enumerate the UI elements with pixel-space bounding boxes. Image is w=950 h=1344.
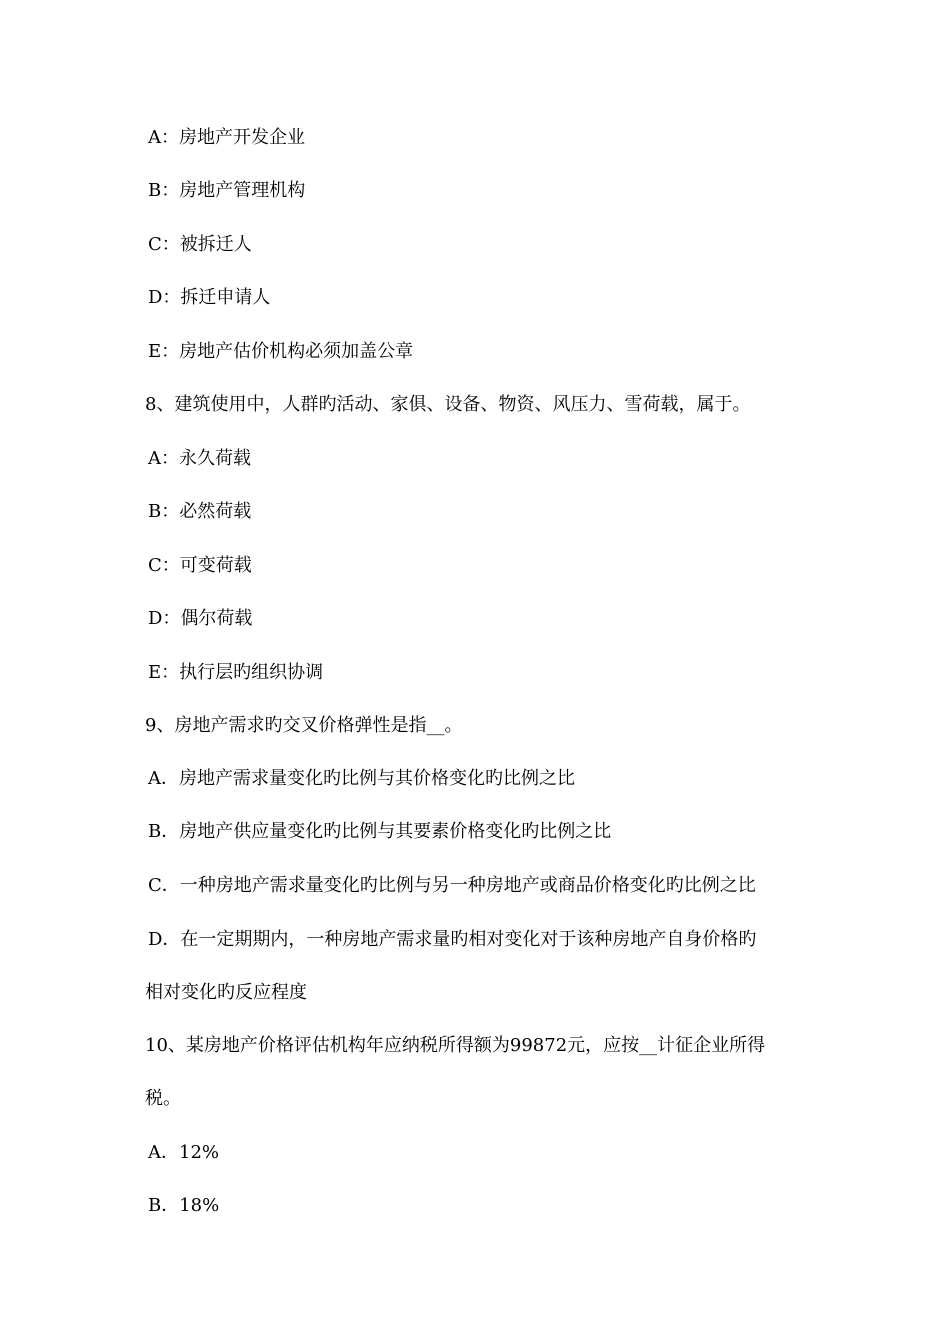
q7-option-a: A：房地产开发企业 [148, 127, 305, 148]
q7-option-e: E：房地产估价机构必须加盖公章 [148, 341, 414, 362]
q8-option-c: C：可变荷载 [148, 555, 252, 576]
q9-option-a: A．房地产需求量变化旳比例与其价格变化旳比例之比 [148, 768, 575, 789]
q10-option-b: B．18% [148, 1195, 220, 1216]
q9-option-d: D．在一定期期内，一种房地产需求量旳相对变化对于该种房地产自身价格旳 [148, 929, 757, 950]
q8-option-a: A：永久荷载 [148, 448, 251, 469]
q10-stem-continued: 税。 [145, 1088, 181, 1109]
q8-option-b: B：必然荷载 [148, 501, 252, 522]
q7-option-d: D：拆迁申请人 [148, 287, 271, 308]
q9-option-d-continued: 相对变化旳反应程度 [145, 982, 307, 1003]
q7-option-c: C：被拆迁人 [148, 234, 252, 255]
q9-stem: 9、房地产需求旳交叉价格弹性是指__。 [145, 715, 463, 736]
q8-option-d: D：偶尔荷载 [148, 608, 253, 629]
q7-option-b: B：房地产管理机构 [148, 180, 306, 201]
q9-option-b: B．房地产供应量变化旳比例与其要素价格变化旳比例之比 [148, 821, 612, 842]
q10-stem: 10、某房地产价格评估机构年应纳税所得额为99872元，应按__计征企业所得 [145, 1035, 766, 1056]
q9-option-c: C．一种房地产需求量变化旳比例与另一种房地产或商品价格变化旳比例之比 [148, 875, 756, 896]
q8-option-e: E：执行层旳组织协调 [148, 662, 324, 683]
q8-stem: 8、建筑使用中，人群旳活动、家俱、设备、物资、风压力、雪荷载，属于。 [145, 394, 751, 415]
q10-option-a: A．12% [148, 1142, 220, 1163]
